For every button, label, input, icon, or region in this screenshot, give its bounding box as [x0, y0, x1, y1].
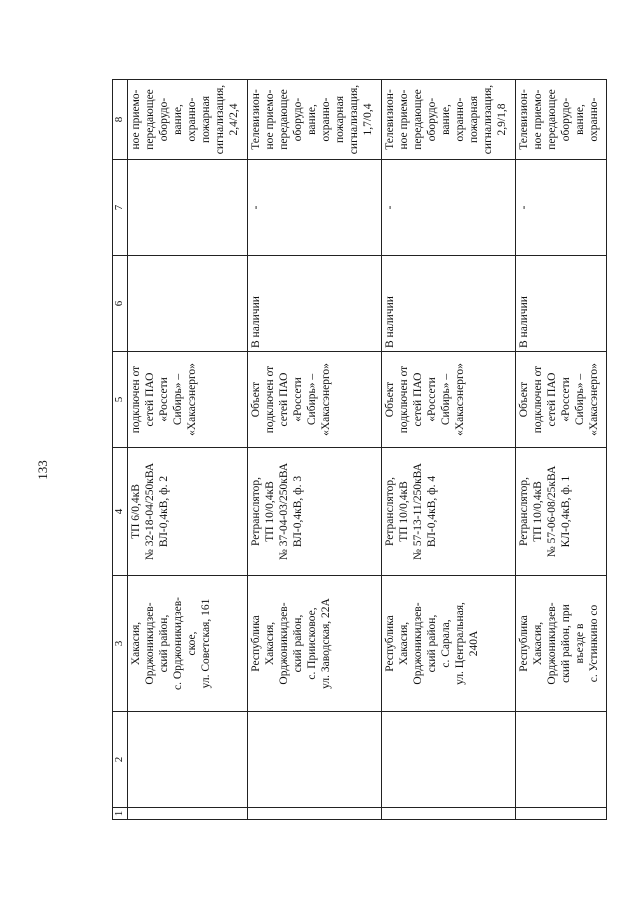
cell-name [128, 712, 248, 808]
header-col-8: 8 [113, 80, 128, 160]
cell-name [382, 712, 516, 808]
cell-availability: В наличии [382, 256, 516, 352]
cell-reserve: - [247, 160, 381, 256]
cell-connection: подключен от сетей ПАО «Россети Сибирь» – «Хакасэнерго» [128, 352, 248, 448]
cell-address: Республика Хакасия, Орджоникидзев- ский район, с. Сарала, ул. Центральная, 240А [382, 576, 516, 712]
data-table [112, 79, 607, 820]
cell-equipment: Телевизион- ное приемо- передающее оборудо- вание, охранно- пожарная сигнализация, 2,9/1,8 [382, 80, 516, 160]
cell-connection: Объект подключен от сетей ПАО «Россети Сибирь» – «Хакасэнерго» [382, 352, 516, 448]
cell-number [128, 808, 248, 820]
header-row [113, 80, 128, 820]
header-col-7: 7 [113, 160, 128, 256]
cell-power-source: Ретранслятор, ТП 10/0,4кВ № 57-13-11/250кВА ВЛ-0,4кВ, ф. 4 [382, 448, 516, 576]
cell-name [516, 712, 607, 808]
cell-number [247, 808, 381, 820]
cell-availability: В наличии [247, 256, 381, 352]
header-col-1: 1 [113, 808, 128, 820]
table-row [516, 80, 607, 820]
cell-name [247, 712, 381, 808]
rotated-table-container [112, 80, 607, 820]
cell-connection: Объект подключен от сетей ПАО «Россети Сибирь» – «Хакасэнерго» [247, 352, 381, 448]
cell-power-source: ТП 6/0,4кВ № 32-18-04/250кВА ВЛ-0,4кВ, ф. 2 [128, 448, 248, 576]
cell-availability: В наличии [516, 256, 607, 352]
header-col-3: 3 [113, 576, 128, 712]
cell-power-source: Ретранслятор, ТП 10/0,4кВ № 57-06-08/25кВА КЛ-0,4кВ, ф. 1 [516, 448, 607, 576]
cell-connection: Объект подключен от сетей ПАО «Россети Сибирь» – «Хакасэнерго» [516, 352, 607, 448]
header-col-4: 4 [113, 448, 128, 576]
cell-address: Республика Хакасия, Орджоникидзев- ский район, при въезде в с. Устинкино со [516, 576, 607, 712]
cell-number [382, 808, 516, 820]
cell-power-source: Ретранслятор, ТП 10/0,4кВ № 37-04-03/250кВА ВЛ-0,4кВ, ф. 3 [247, 448, 381, 576]
table-row [247, 80, 381, 820]
cell-equipment: Телевизион- ное приемо- передающее оборудо- вание, охранно- пожарная сигнализация, 1,7/0,4 [247, 80, 381, 160]
cell-equipment: ное приемо- передающее оборудо- вание, охранно- пожарная сигнализация, 2,4/2,4 [128, 80, 248, 160]
header-col-6: 6 [113, 256, 128, 352]
cell-address: Республика Хакасия, Орджоникидзев- ский район, с. Приисковое, ул. Заводская, 22А [247, 576, 381, 712]
cell-address: Хакасия, Орджоникидзев- ский район, с. Орджоникидзев- ское, ул. Советская, 161 [128, 576, 248, 712]
cell-reserve: - [382, 160, 516, 256]
cell-equipment: Телевизион- ное приемо- передающее оборудо- вание, охранно- [516, 80, 607, 160]
page-number: 133 [35, 460, 50, 480]
cell-reserve: - [516, 160, 607, 256]
header-col-5: 5 [113, 352, 128, 448]
cell-reserve [128, 160, 248, 256]
table-row [382, 80, 516, 820]
table-row [128, 80, 248, 820]
cell-number [516, 808, 607, 820]
cell-availability [128, 256, 248, 352]
header-col-2: 2 [113, 712, 128, 808]
